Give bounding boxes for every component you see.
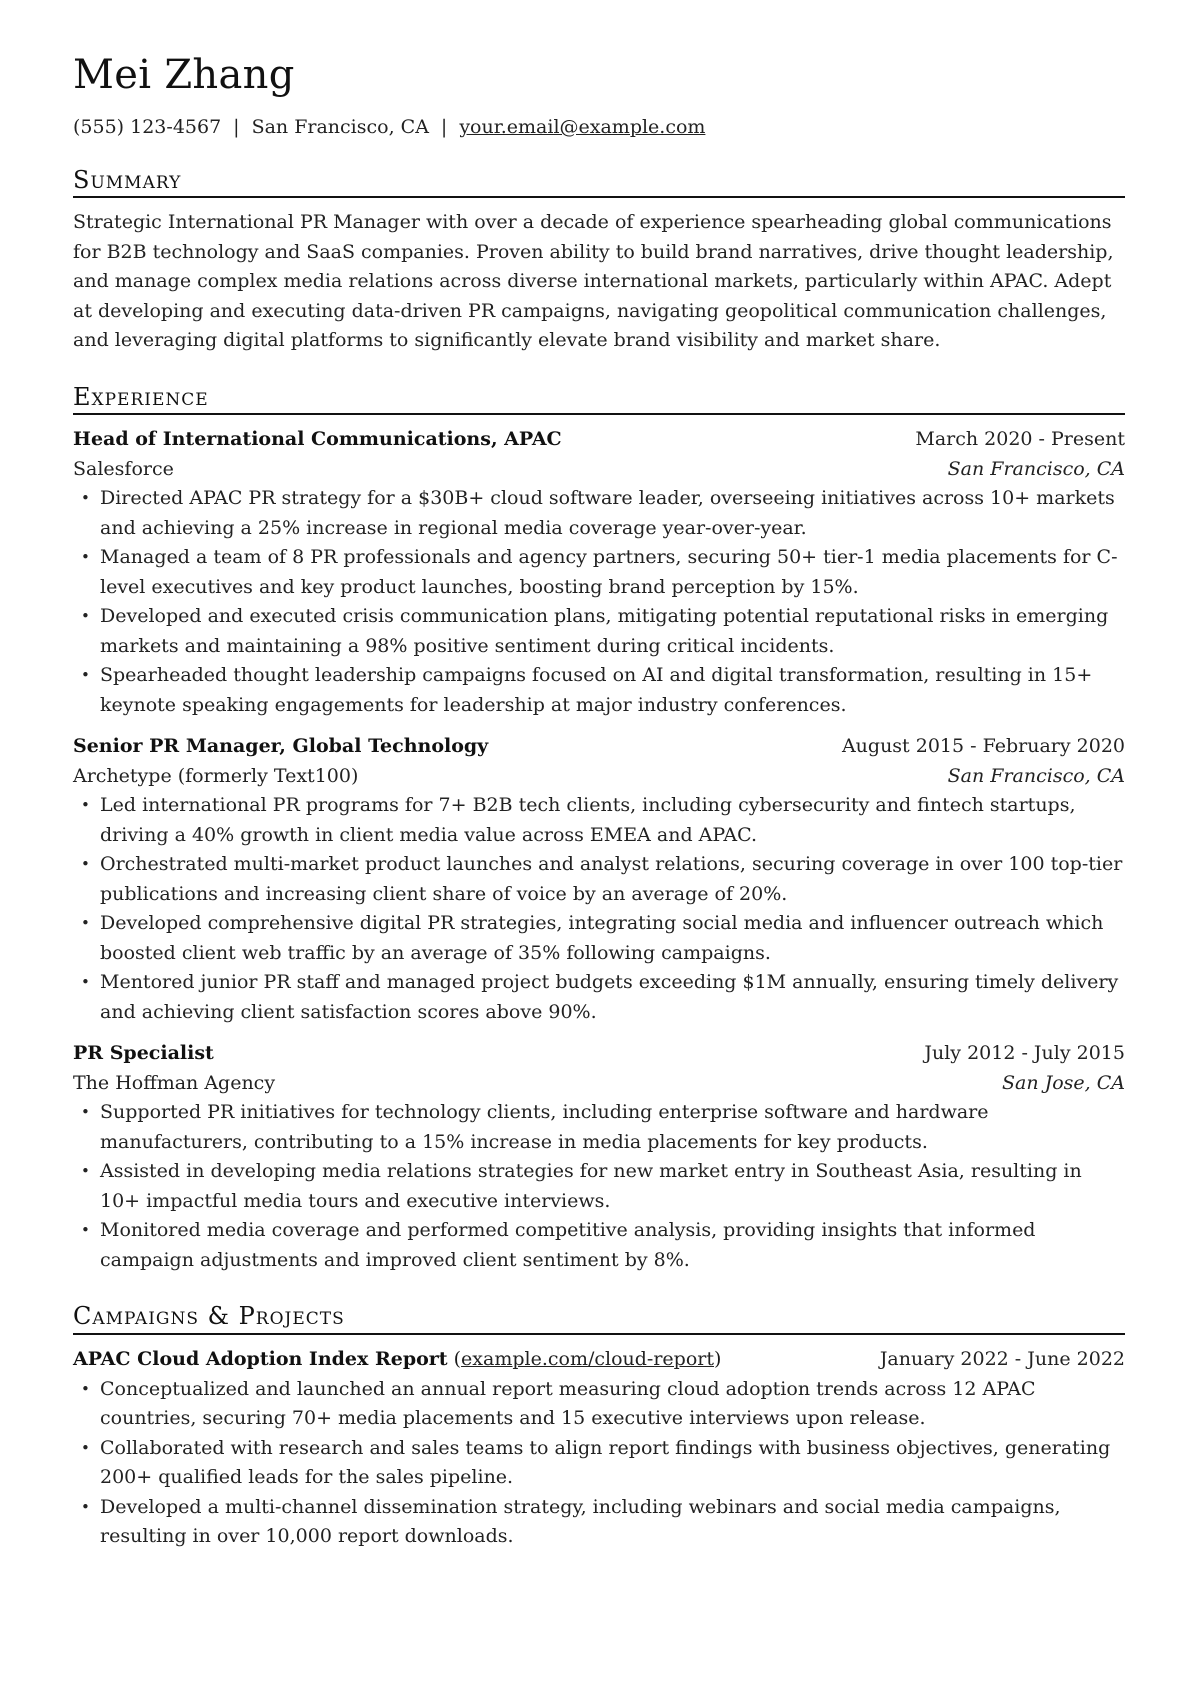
bullet-item: • Developed comprehensive digital PR strategies, integrating social media and influencer outreach which boosted client web traffic by an average of 35% following campaigns. [73,909,1125,968]
location: San Francisco, CA [251,116,429,138]
project-link[interactable]: example.com/cloud-report [461,1348,714,1371]
bullet-item: • Assisted in developing media relations strategies for new market entry in Southeast Asia, resulting in 10+ impactful media tours and executive interviews. [73,1157,1125,1216]
bullet-item: • Managed a team of 8 PR professionals and agency partners, securing 50+ tier-1 media placements for C-level executives and key product launches, boosting brand perception by 15%. [73,543,1125,602]
resume-page [73,52,1125,1552]
job-company: Salesforce [73,457,174,480]
job-title-row [73,425,1125,455]
bullet-item: • Supported PR initiatives for technology clients, including enterprise software and hardware manufacturers, contributing to a 15% increase in media placements for key products. [73,1098,1125,1157]
job-role: Senior PR Manager, Global Technology [73,735,489,758]
summary-text: Strategic International PR Manager with over a decade of experience spearheading global communications for B2B technology and SaaS companies. Proven ability to build brand narratives, drive thought leadership, and manage complex media relations across diverse international markets, particularly within APAC. Adept at developing and executing data-driven PR campaigns, navigating geopolitical communication challenges, and leveraging digital platforms to significantly elevate brand visibility and market share. [73,211,1114,352]
job-company: Archetype (formerly Text100) [73,764,359,787]
bullet-item: • Spearheaded thought leadership campaigns focused on AI and digital transformation, resulting in 15+ keynote speaking engagements for leadership at major industry conferences. [73,661,1125,720]
bullet-item: • Mentored junior PR staff and managed project budgets exceeding $1M annually, ensuring timely delivery and achieving client satisfaction scores above 90%. [73,968,1125,1027]
project-list [73,1345,1125,1552]
job-role: Head of International Communications, APAC [73,428,562,451]
project-name: APAC Cloud Adoption Index Report [73,1348,448,1371]
project-entry [73,1345,1125,1552]
candidate-name: Mei Zhang [73,52,295,98]
bullet-item: • Led international PR programs for 7+ B2B tech clients, including cybersecurity and fintech startups, driving a 40% growth in client media value across EMEA and APAC. [73,791,1125,850]
project-link-open: ( [453,1348,462,1371]
job-dates: August 2015 - February 2020 [841,735,1125,758]
job-dates: March 2020 - Present [915,428,1125,451]
job-company-row [73,762,1125,792]
project-link-close: ) [714,1348,722,1371]
contact-separator: | [233,116,240,138]
job-company-row [73,1069,1125,1099]
bullet-item: • Developed and executed crisis communication plans, mitigating potential reputational risks in emerging markets and maintaining a 98% positive sentiment during critical incidents. [73,602,1125,661]
job-entry [73,425,1125,720]
email-link[interactable]: your.email@example.com [459,116,706,138]
bullet-item: • Conceptualized and launched an annual report measuring cloud adoption trends across 12 APAC countries, securing 70+ media placements and 15 executive interviews upon release. [73,1375,1125,1434]
bullet-item: • Collaborated with research and sales teams to align report findings with business objectives, generating 200+ qualified leads for the sales pipeline. [73,1434,1125,1493]
bullet-item: • Orchestrated multi-market product launches and analyst relations, securing coverage in over 100 top-tier publications and increasing client share of voice by an average of 20%. [73,850,1125,909]
bullet-item: • Developed a multi-channel dissemination strategy, including webinars and social media campaigns, resulting in over 10,000 report downloads. [73,1493,1125,1552]
job-entry [73,1039,1125,1275]
job-location: San Francisco, CA [947,764,1125,787]
job-company: The Hoffman Agency [73,1071,276,1094]
project-bullets [73,1375,1125,1552]
job-dates: July 2012 - July 2015 [924,1042,1125,1065]
project-dates: January 2022 - June 2022 [879,1348,1125,1371]
job-location: San Jose, CA [1001,1071,1125,1094]
bullet-item: • Directed APAC PR strategy for a $30B+ cloud software leader, overseeing initiatives across 10+ markets and achieving a 25% increase in regional media coverage year-over-year. [73,484,1125,543]
contact-separator: | [440,116,448,138]
job-location: San Francisco, CA [947,457,1125,480]
section-heading-experience: Experience [73,384,1125,416]
projects-section [73,1303,1125,1551]
job-list [73,425,1125,1275]
job-bullets [73,791,1125,1027]
job-bullets [73,1098,1125,1275]
job-entry [73,732,1125,1027]
summary-section [73,167,1125,356]
phone-number: (555) 123-4567 [73,116,222,138]
section-heading-projects: Campaigns & Projects [73,1303,1125,1335]
section-heading-summary: Summary [73,167,1125,199]
job-company-row [73,455,1125,485]
project-title-group [73,1345,721,1375]
job-bullets [73,484,1125,720]
job-title-row [73,732,1125,762]
bullet-item: • Monitored media coverage and performed competitive analysis, providing insights that informed campaign adjustments and improved client sentiment by 8%. [73,1216,1125,1275]
experience-section [73,384,1125,1276]
job-role: PR Specialist [73,1042,214,1065]
project-title-row [73,1345,1125,1375]
job-title-row [73,1039,1125,1069]
contact-line [73,116,1125,139]
